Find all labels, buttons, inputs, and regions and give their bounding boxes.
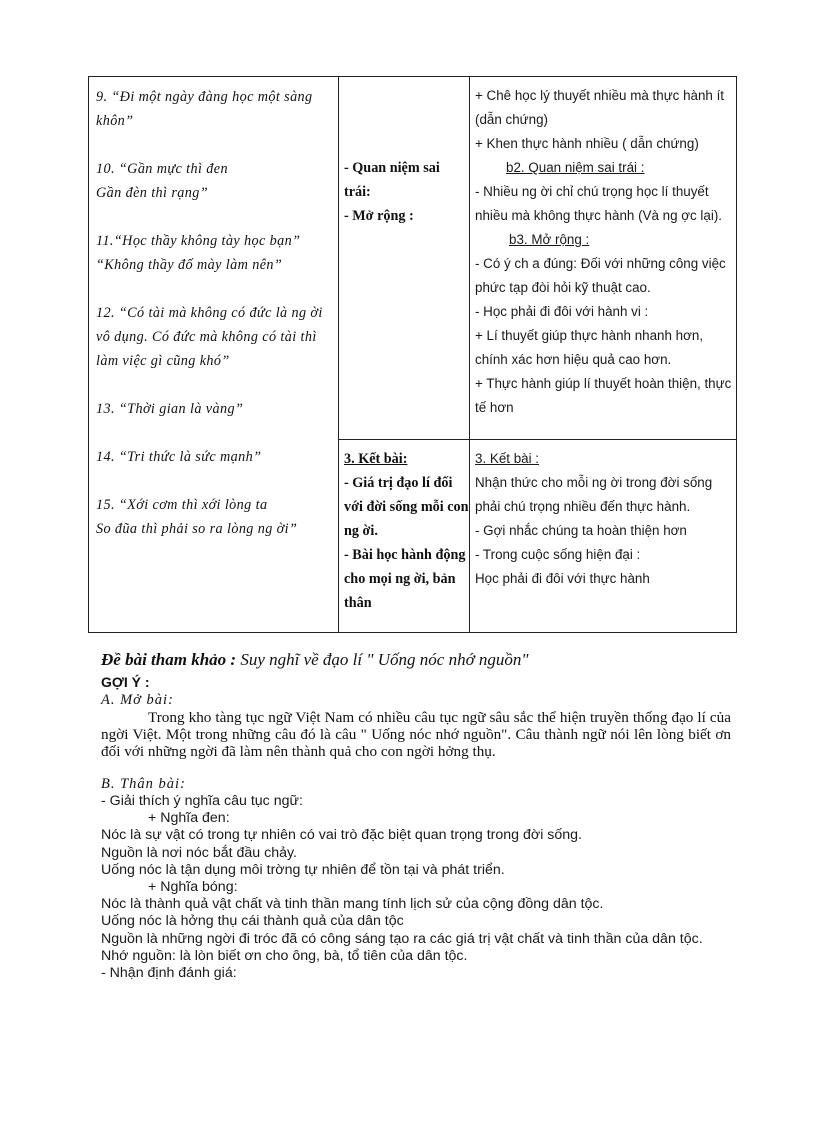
- expand-label: - Mở rộng :: [344, 208, 414, 224]
- body-line: - Giải thích ý nghĩa câu tục ngữ:: [101, 793, 303, 809]
- intro-paragraph: Trong kho tàng tục ngữ Việt Nam có nhiều câu tục ngữ sâu sắc thể hiện truyền thống đạo lí của ngời Việt. Một trong những câu đó là câu " Uống nóc nhớ nguồn". Câu thành ngữ nói lên lòng biết ơn đối với những ngời đã làm nên thành quả cho con ngời hởng thụ.: [101, 709, 731, 760]
- body-line: Nhớ nguồn: là lòn biết ơn cho ông, bà, tổ tiên của dân tộc.: [101, 947, 468, 964]
- mid-cell-body: [339, 77, 470, 440]
- proverb-13: 13. “Thời gian là vàng”: [96, 401, 244, 417]
- wrong-view-label: - Quan niệm sai trái:: [344, 160, 440, 200]
- proverb-9: 9. “Đi một ngày đàng học một sàng khôn”: [96, 89, 313, 129]
- body-line: + Nghĩa bóng:: [148, 879, 238, 896]
- proverb-14: 14. “Tri thức là sức mạnh”: [96, 449, 262, 465]
- conclusion-value-line: - Giá trị đạo lí đối với đời sống mỗi con ng ời.: [344, 475, 469, 539]
- right-subheading: b3. Mở rộng :: [509, 232, 590, 247]
- topic-label: Đề bài tham khảo :: [101, 650, 237, 669]
- essay-guide: [101, 648, 731, 982]
- body-line: + Nghĩa đen:: [148, 810, 230, 827]
- mid-cell-conclusion: [339, 440, 470, 633]
- right-line: - Trong cuộc sống hiện đại :: [475, 547, 641, 562]
- body-line: Nguồn là nơi nóc bắt đầu chảy.: [101, 844, 297, 861]
- body-line: Nguồn là những ngời đi tróc đã có công sáng tạo ra các giá trị vật chất và tinh thần của dân tộc.: [101, 930, 703, 947]
- body-line: Nóc là thành quả vật chất và tinh thần mang tính lịch sử của cộng đồng dân tộc.: [101, 896, 604, 913]
- right-line: Nhận thức cho mỗi ng ời trong đời sống phải chú trọng nhiều đến thực hành.: [475, 475, 713, 514]
- right-conclusion-heading: 3. Kết bài :: [475, 451, 540, 466]
- proverb-11-line2: “Không thầy đố mày làm nên”: [96, 257, 283, 273]
- right-line: Học phải đi đôi với thực hành: [475, 571, 650, 586]
- body-line: Uống nóc là tận dụng môi trờng tự nhiên để tồn tại và phát triển.: [101, 861, 505, 878]
- right-line: - Gợi nhắc chúng ta hoàn thiện hơn: [475, 523, 687, 538]
- body-lines: [101, 793, 731, 982]
- body-line: - Nhận định đánh giá:: [101, 965, 237, 982]
- proverb-11-line1: 11.“Học thầy không tày học bạn”: [96, 233, 301, 249]
- hint-heading: GỢI Ý :: [101, 674, 150, 690]
- proverb-15-line2: So đũa thì phải so ra lòng ng ời”: [96, 521, 298, 537]
- right-line: + Khen thực hành nhiều ( dẫn chứng): [475, 136, 699, 151]
- right-cell-body: [470, 77, 737, 440]
- topic-heading: [101, 648, 731, 672]
- table-row: [89, 77, 737, 440]
- body-line: Nóc là sự vật có trong tự nhiên có vai trò đặc biệt quan trọng trong đời sống.: [101, 827, 582, 844]
- outline-table: [88, 76, 737, 633]
- proverb-15-line1: 15. “Xới cơm thì xới lòng ta: [96, 497, 268, 513]
- right-line: - Có ý ch a đúng: Đối với những công việc phức tạp đòi hỏi kỹ thuật cao.: [475, 256, 726, 295]
- body-line: Uống nóc là hởng thụ cái thành quả của dân tộc: [101, 913, 404, 930]
- right-line: + Thực hành giúp lí thuyết hoàn thiện, thực tế hơn: [475, 376, 732, 415]
- conclusion-heading: 3. Kết bài:: [344, 451, 408, 467]
- right-line: + Chê học lý thuyết nhiều mà thực hành ít (dẫn chứng): [475, 88, 725, 127]
- right-line: - Học phải đi đôi với hành vi :: [475, 304, 649, 319]
- section-b-heading: B. Thân bài:: [101, 776, 186, 792]
- proverb-10-line1: 10. “Gần mực thì đen: [96, 161, 228, 177]
- section-a-heading: A. Mở bài:: [101, 692, 174, 708]
- right-line: - Nhiều ng ời chỉ chú trọng học lí thuyết nhiều mà không thực hành (Và ng ợc lại).: [475, 184, 723, 223]
- right-cell-conclusion: [470, 440, 737, 633]
- topic-text: Suy nghĩ về đạo lí " Uống nóc nhớ nguồn": [240, 650, 529, 669]
- proverb-12: 12. “Có tài mà không có đức là ng ời vô dụng. Có đức mà không có tài thì làm việc gì cũng khó”: [96, 305, 323, 369]
- conclusion-lesson-line: - Bài học hành động cho mọi ng ời, bản thân: [344, 547, 466, 611]
- proverbs-cell: [89, 77, 339, 633]
- proverb-10-line2: Gần đèn thì rạng”: [96, 185, 209, 201]
- right-line: + Lí thuyết giúp thực hành nhanh hơn, chính xác hơn hiệu quả cao hơn.: [475, 328, 704, 367]
- right-subheading: b2. Quan niệm sai trái :: [506, 160, 645, 175]
